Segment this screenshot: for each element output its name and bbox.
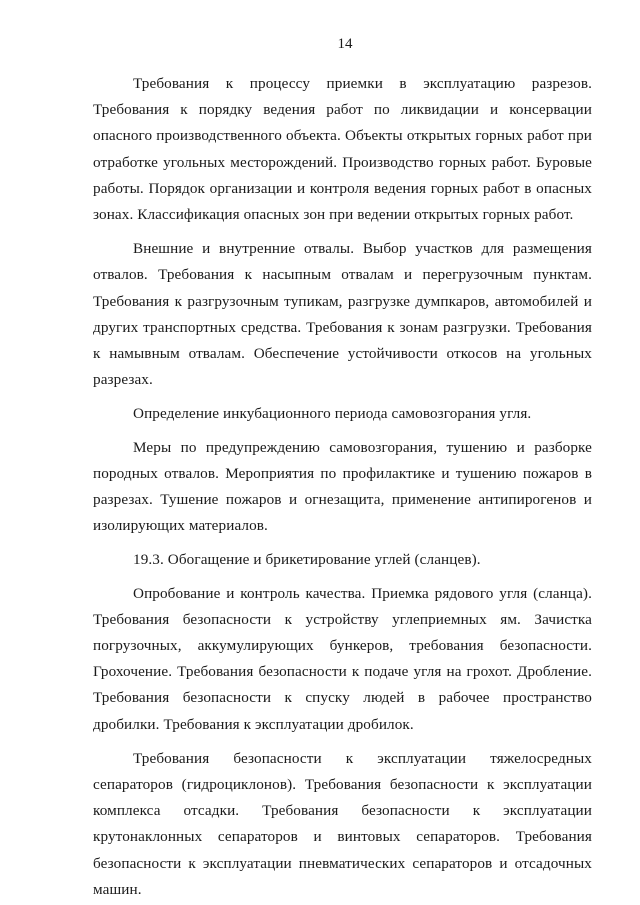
- paragraph-open-pit-acceptance: Требования к процессу приемки в эксплуатацию разрезов. Требования к порядку ведения работ по ликвидации и консервации опасного производственного объекта. Объекты открытых горных работ при отработке угольных месторождений. Производство горных работ. Буровые работы. Порядок организации и контроля ведения горных работ в опасных зонах. Классификация опасных зон при ведении открытых горных работ.: [93, 75, 592, 224]
- paragraph-self-ignition-prevention: Меры по предупреждению самовозгорания, тушению и разборке породных отвалов. Мероприятия по профилактике и тушению пожаров в разрезах. Тушение пожаров и огнезащита, применение антипирогенов и изолирующих материалов.: [93, 438, 592, 535]
- paragraph-sampling-quality: Опробование и контроль качества. Приемка рядового угля (сланца). Требования безопасности к устройству углеприемных ям. Зачистка погрузочных, аккумулирующих бункеров, требования безопасности. Грохочение. Требования безопасности к подаче угля на грохот. Дробление. Требования безопасности к спуску людей в рабочее пространство дробилки. Требования к эксплуатации дробилок.: [93, 584, 592, 733]
- page-number: 14: [337, 36, 353, 52]
- section-heading-19-3: 19.3. Обогащение и брикетирование углей (сланцев).: [133, 551, 481, 569]
- paragraph-incubation-period: Определение инкубационного периода самовозгорания угля.: [133, 405, 532, 423]
- paragraph-dumps: Внешние и внутренние отвалы. Выбор участков для размещения отвалов. Требования к насыпным отвалам и перегрузочным пунктам. Требования к разгрузочным тупикам, разгрузке думпкаров, автомобилей и других транспортных средства. Требования к зонам разгрузки. Требования к намывным отвалам. Обеспечение устойчивости откосов на угольных разрезах.: [93, 240, 592, 389]
- paragraph-separators: Требования безопасности к эксплуатации тяжелосредных сепараторов (гидроциклонов). Требования безопасности к эксплуатации комплекса отсадки. Требования безопасности к эксплуатации крутонаклонных сепараторов и винтовых сепараторов. Требования безопасности к эксплуатации пневматических сепараторов и отсадочных машин.: [93, 749, 592, 898]
